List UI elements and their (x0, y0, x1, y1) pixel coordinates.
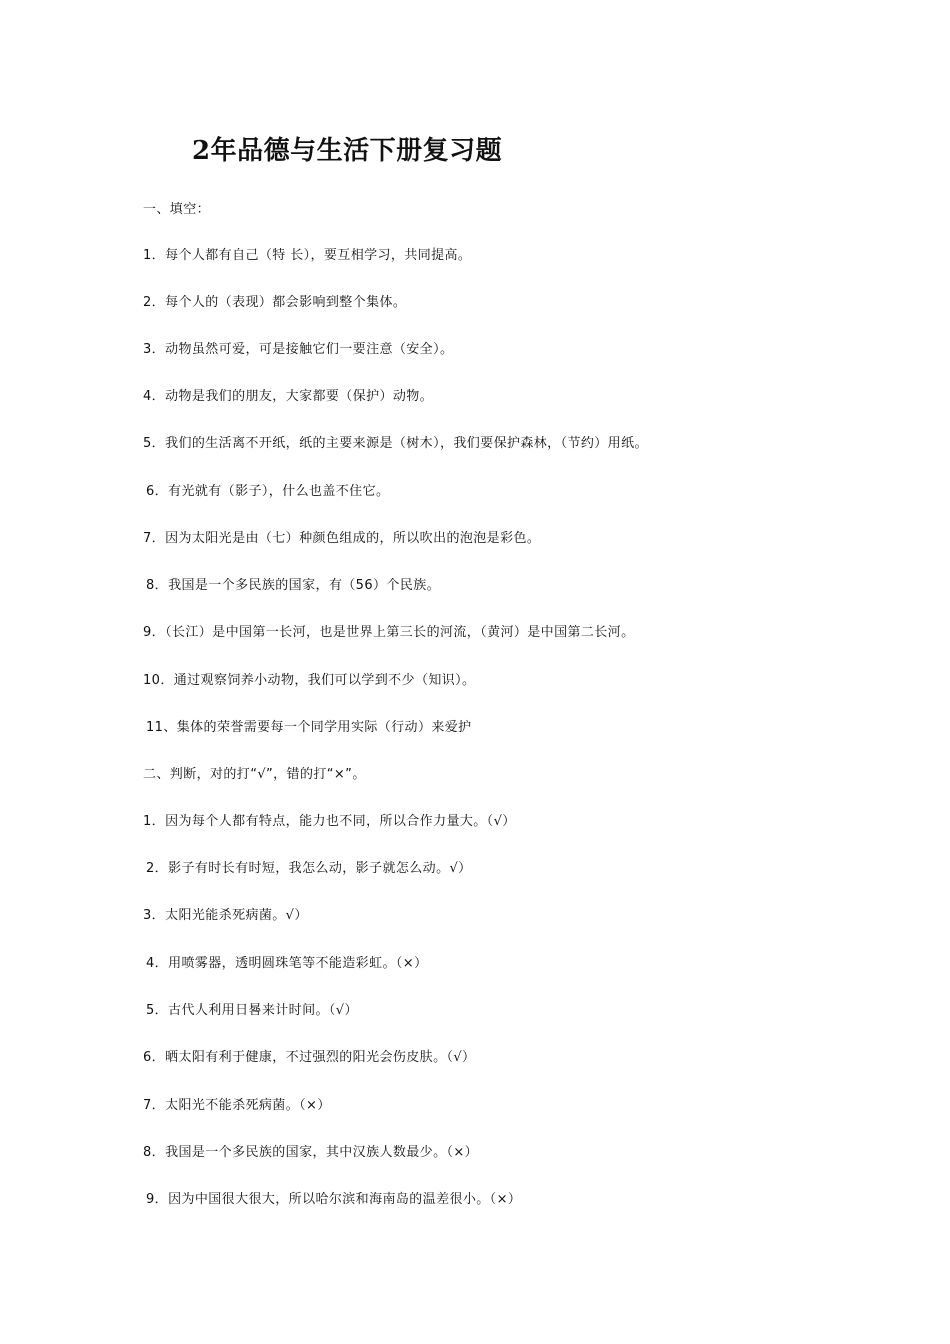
section-heading-fill-blank: 一、填空： (143, 202, 211, 217)
true-false-item: 1．因为每个人都有特点，能力也不同，所以合作力量大。（√） (143, 814, 516, 829)
fill-blank-item: 2．每个人的（表现）都会影响到整个集体。 (143, 295, 407, 310)
true-false-item: 5．古代人利用日晷来计时间。（√） (146, 1003, 358, 1018)
fill-blank-item: 5．我们的生活离不开纸，纸的主要来源是（树木），我们要保护森林，（节约）用纸。 (143, 436, 648, 451)
true-false-item: 8．我国是一个多民族的国家，其中汉族人数最少。（×） (143, 1145, 479, 1160)
fill-blank-item: 1．每个人都有自己（特 长），要互相学习，共同提高。 (143, 248, 472, 263)
true-false-item: 4．用喷雾器，透明圆珠笔等不能造彩虹。（×） (146, 956, 428, 971)
document-title: 2年品德与生活下册复习题 (192, 136, 503, 166)
fill-blank-item: 8．我国是一个多民族的国家，有（56）个民族。 (146, 578, 441, 593)
true-false-item: 3．太阳光能杀死病菌。√） (143, 908, 308, 923)
fill-blank-item: 7．因为太阳光是由（七）种颜色组成的，所以吹出的泡泡是彩色。 (143, 531, 541, 546)
fill-blank-item: 10．通过观察饲养小动物，我们可以学到不少（知识）。 (143, 673, 476, 688)
fill-blank-item: 6．有光就有（影子），什么也盖不住它。 (146, 484, 390, 499)
true-false-item: 9．因为中国很大很大，所以哈尔滨和海南岛的温差很小。（×） (146, 1192, 522, 1207)
true-false-item: 6．晒太阳有利于健康，不过强烈的阳光会伤皮肤。（√） (143, 1050, 476, 1065)
true-false-item: 2．影子有时长有时短，我怎么动，影子就怎么动。√） (146, 861, 472, 876)
fill-blank-item: 4．动物是我们的朋友，大家都要（保护）动物。 (143, 389, 434, 404)
true-false-item: 7．太阳光不能杀死病菌。（×） (143, 1098, 331, 1113)
fill-blank-item: 9．（长江）是中国第一长河，也是世界上第三长的河流，（黄河）是中国第二长河。 (143, 625, 635, 640)
fill-blank-item: 11、集体的荣誉需要每一个同学用实际（行动）来爱护 (146, 720, 472, 735)
section-heading-true-false: 二、判断，对的打“√”，错的打“×”。 (143, 767, 366, 782)
fill-blank-item: 3．动物虽然可爱，可是接触它们一要注意（安全）。 (143, 342, 454, 357)
